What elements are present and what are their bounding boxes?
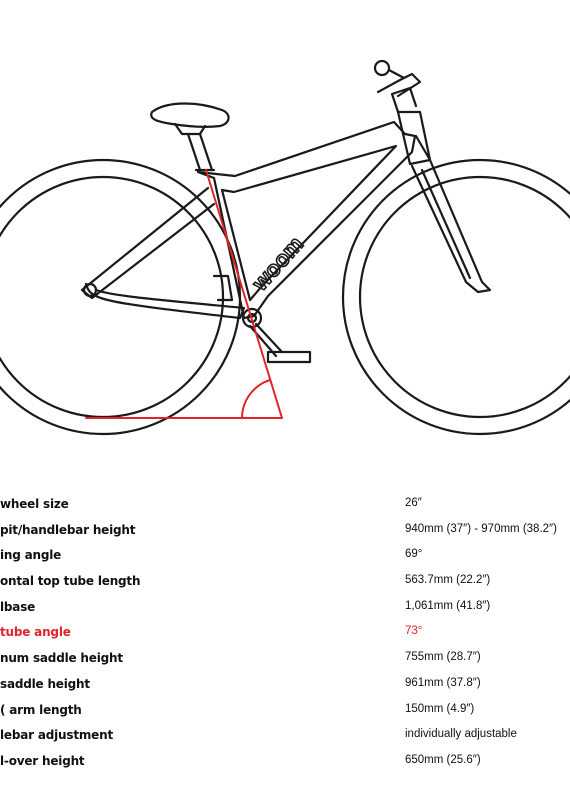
- spec-row: [0, 548, 570, 574]
- spec-row: [0, 600, 570, 626]
- geometry-spec-table: [0, 497, 570, 780]
- spec-value: 150mm (4.9″): [405, 702, 475, 715]
- fork-inner: [422, 170, 470, 278]
- spec-row: [0, 677, 570, 703]
- rear-wheel: [0, 160, 240, 434]
- spec-row: [0, 625, 570, 651]
- saddle: [151, 104, 228, 127]
- spec-value: 961mm (37.8″): [405, 676, 481, 689]
- bell-icon: [375, 61, 389, 75]
- spec-value: individually adjustable: [405, 728, 517, 741]
- spec-row: [0, 651, 570, 677]
- spec-label: tube angle: [0, 625, 71, 640]
- angle-arc: [242, 380, 270, 418]
- spec-value: 69°: [405, 548, 423, 561]
- spec-value: 73°: [405, 625, 423, 638]
- spec-value: 563.7mm (22.2″): [405, 574, 491, 587]
- spec-label: l-over height: [0, 753, 85, 768]
- spec-value: 26″: [405, 497, 422, 509]
- front-wheel: [343, 160, 570, 434]
- spec-row: [0, 728, 570, 754]
- bell-mount: [389, 70, 404, 78]
- spec-value: 1,061mm (41.8″): [405, 599, 491, 612]
- spec-row: [0, 574, 570, 600]
- spec-row: [0, 754, 570, 780]
- spec-row: [0, 523, 570, 549]
- spec-row: [0, 497, 570, 523]
- spec-label: ontal top tube length: [0, 574, 141, 589]
- spec-label: lebar adjustment: [0, 728, 113, 743]
- seat-post: [188, 134, 214, 170]
- spec-label: ( arm length: [0, 702, 82, 717]
- spec-label: saddle height: [0, 676, 90, 691]
- seat-stays: [82, 188, 214, 298]
- spec-value: 940mm (37″) - 970mm (38.2″): [405, 522, 557, 535]
- woom-logo: woom: [247, 231, 309, 296]
- rear-dropout: [84, 284, 96, 296]
- spec-label: wheel size: [0, 497, 69, 511]
- spec-label: pit/handlebar height: [0, 522, 136, 537]
- spec-label: num saddle height: [0, 651, 123, 666]
- crankset: [243, 309, 282, 356]
- spec-label: lbase: [0, 599, 36, 614]
- spec-value: 650mm (25.6″): [405, 753, 481, 766]
- spec-label: ing angle: [0, 548, 62, 563]
- spec-value: 755mm (28.7″): [405, 651, 481, 664]
- spec-row: [0, 703, 570, 729]
